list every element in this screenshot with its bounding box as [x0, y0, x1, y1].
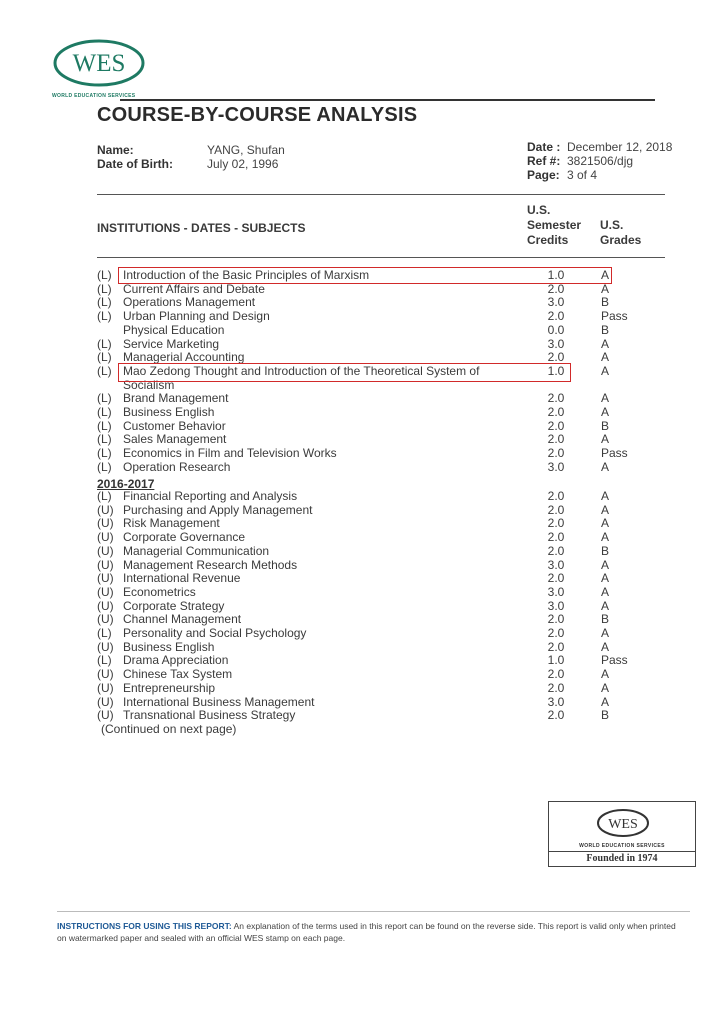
course-subject: Financial Reporting and Analysis	[123, 489, 298, 503]
columns-rule	[97, 257, 665, 258]
course-subject: Current Affairs and Debate	[123, 281, 265, 296]
course-subject: Chinese Tax System	[123, 667, 233, 682]
highlight-box	[118, 267, 612, 284]
course-credits: 1.0	[547, 363, 565, 378]
course-subject: Operations Management	[123, 295, 256, 310]
course-level: (L)	[97, 459, 112, 474]
course-level: (U)	[97, 502, 114, 517]
course-level: (U)	[97, 516, 114, 531]
course-credits: 1.0	[547, 653, 565, 668]
course-credits: 2.0	[547, 502, 565, 517]
course-level: (L)	[97, 281, 112, 296]
seal-founded: Founded in 1974	[549, 851, 695, 866]
student-name: YANG, Shufan	[207, 143, 285, 157]
course-subject: Mao Zedong Thought and Introduction of the Theoretical System of	[123, 363, 480, 378]
course-credits: 3.0	[547, 557, 565, 572]
course-credits: 0.0	[547, 322, 565, 337]
grades-header-line: Grades	[600, 233, 642, 247]
course-grade: A	[601, 571, 610, 586]
course-credits: 2.0	[547, 680, 565, 695]
course-credits: 2.0	[547, 639, 565, 654]
course-level: (U)	[97, 694, 114, 709]
course-row	[97, 489, 657, 503]
course-level: (L)	[97, 350, 112, 365]
course-credits: 2.0	[547, 667, 565, 682]
course-grade: A	[601, 336, 610, 351]
wes-logo	[53, 38, 145, 88]
course-grade: A	[601, 530, 610, 545]
course-level: (L)	[97, 295, 112, 310]
course-level: (U)	[97, 639, 114, 654]
course-level: (L)	[97, 626, 112, 640]
course-credits: 2.0	[547, 516, 565, 531]
date-label: Date :	[527, 140, 561, 154]
course-row	[97, 599, 657, 613]
credits-header-line: Credits	[527, 233, 569, 247]
course-credits: 2.0	[547, 350, 565, 365]
course-credits: 2.0	[547, 626, 565, 640]
course-row	[97, 681, 657, 695]
grades-header-line: U.S.	[600, 218, 624, 232]
course-subject: Business English	[123, 405, 215, 419]
page-number: 3 of 4	[567, 168, 598, 182]
course-subject: Channel Management	[123, 612, 242, 627]
course-grade: B	[601, 612, 610, 627]
course-level: (U)	[97, 530, 114, 545]
course-subject: Operation Research	[123, 459, 231, 474]
course-row	[97, 708, 657, 722]
header-rule	[97, 194, 665, 195]
course-credits: 3.0	[547, 598, 565, 613]
course-level: (U)	[97, 584, 114, 599]
course-row	[97, 626, 657, 640]
course-level: (L)	[97, 489, 112, 503]
course-level: (U)	[97, 612, 114, 627]
course-row	[97, 391, 657, 405]
course-credits: 2.0	[547, 571, 565, 586]
course-credits: 2.0	[547, 281, 565, 296]
course-subject: Service Marketing	[123, 336, 220, 351]
course-grade: B	[601, 543, 610, 558]
course-credits: 1.0	[547, 268, 565, 282]
course-subject: Econometrics	[123, 584, 196, 599]
course-grade: A	[601, 584, 610, 599]
report-date: December 12, 2018	[567, 140, 673, 154]
seal-subtitle: WORLD EDUCATION SERVICES	[579, 843, 665, 849]
course-grade: Pass	[601, 446, 628, 461]
course-subject: Business English	[123, 639, 215, 654]
course-grade: A	[601, 281, 610, 296]
course-grade: A	[601, 598, 610, 613]
course-level: (U)	[97, 667, 114, 682]
course-subject: International Revenue	[123, 571, 241, 586]
course-subject: Introduction of the Basic Principles of Marxism	[123, 268, 370, 282]
course-row	[97, 323, 657, 337]
course-level: (L)	[97, 336, 112, 351]
grades-column-header	[600, 218, 641, 248]
credits-header-line: Semester	[527, 218, 582, 232]
course-grade: A	[601, 459, 610, 474]
course-row	[97, 653, 657, 667]
footer-lead: INSTRUCTIONS FOR USING THIS REPORT:	[57, 921, 232, 931]
course-subject: Corporate Governance	[123, 530, 246, 545]
footer-text: An explanation of the terms used in this report can be found on the reverse side. This report is valid only when printed on watermarked paper and sealed with an official WES stamp on each page.	[57, 921, 676, 943]
course-subject: Risk Management	[123, 516, 220, 531]
course-grade: A	[601, 557, 610, 572]
course-level: (U)	[97, 680, 114, 695]
course-level: (L)	[97, 432, 112, 447]
course-subject: International Business Management	[123, 694, 315, 709]
course-level: (L)	[97, 418, 112, 433]
course-grade: A	[601, 363, 610, 378]
course-row	[97, 544, 657, 558]
page-label: Page:	[527, 168, 560, 182]
subjects-column-header: INSTITUTIONS - DATES - SUBJECTS	[97, 221, 306, 235]
course-subject: Managerial Communication	[123, 543, 270, 558]
course-row	[97, 503, 657, 517]
course-row	[97, 295, 657, 309]
course-credits: 2.0	[547, 708, 565, 723]
course-credits: 2.0	[547, 543, 565, 558]
course-subject: Corporate Strategy	[123, 598, 225, 613]
course-credits: 2.0	[547, 432, 565, 447]
course-row	[97, 571, 657, 585]
course-grade: A	[601, 405, 610, 419]
wes-seal	[548, 801, 696, 867]
course-level: (U)	[97, 598, 114, 613]
page-title: COURSE-BY-COURSE ANALYSIS	[97, 104, 418, 126]
course-level: (L)	[97, 268, 112, 282]
dob-label: Date of Birth:	[97, 157, 173, 171]
course-credits: 2.0	[547, 391, 565, 406]
course-row	[97, 419, 657, 433]
course-credits: 2.0	[547, 446, 565, 461]
course-credits: 3.0	[547, 694, 565, 709]
course-row	[97, 612, 657, 626]
course-grade: A	[601, 432, 610, 447]
credits-column-header	[527, 203, 581, 248]
course-credits: 2.0	[547, 309, 565, 324]
course-grade: A	[601, 516, 610, 531]
student-dob: July 02, 1996	[207, 157, 279, 171]
course-row	[97, 667, 657, 681]
course-subject: Personality and Social Psychology	[123, 626, 307, 640]
course-level: (L)	[97, 653, 112, 668]
course-credits: 2.0	[547, 530, 565, 545]
top-rule	[120, 99, 655, 101]
highlight-box	[118, 363, 571, 382]
course-grade: B	[601, 295, 610, 310]
course-grade: B	[601, 322, 610, 337]
course-row	[97, 337, 657, 351]
course-row	[97, 695, 657, 709]
course-row	[97, 446, 657, 460]
course-row	[97, 585, 657, 599]
course-grade: A	[601, 502, 610, 517]
course-subject: Managerial Accounting	[123, 350, 245, 365]
course-subject: Drama Appreciation	[123, 653, 229, 668]
course-credits: 3.0	[547, 336, 565, 351]
course-level: (L)	[97, 391, 112, 406]
course-credits: 2.0	[547, 405, 565, 419]
course-grade: B	[601, 708, 610, 723]
course-subject: Urban Planning and Design	[123, 309, 270, 324]
course-grade: B	[601, 418, 610, 433]
course-subject: Management Research Methods	[123, 557, 298, 572]
course-credits: 3.0	[547, 584, 565, 599]
course-credits: 2.0	[547, 418, 565, 433]
course-subject: Customer Behavior	[123, 418, 226, 433]
footer-rule	[57, 911, 690, 912]
course-credits: 3.0	[547, 459, 565, 474]
course-subject: Socialism	[123, 377, 175, 392]
course-level: (U)	[97, 543, 114, 558]
course-grade: A	[601, 391, 610, 406]
course-grade: A	[601, 350, 610, 365]
course-subject: Entrepreneurship	[123, 680, 216, 695]
logo-subtitle: WORLD EDUCATION SERVICES	[52, 93, 136, 99]
footer-instructions	[57, 920, 677, 944]
course-subject: Brand Management	[123, 391, 229, 406]
course-row	[97, 530, 657, 544]
course-grade: A	[601, 694, 610, 709]
course-row	[97, 460, 657, 474]
ref-label: Ref #:	[527, 154, 561, 168]
course-row	[97, 558, 657, 572]
course-grade: Pass	[601, 309, 628, 324]
course-grade: A	[601, 268, 610, 282]
course-row	[97, 405, 657, 419]
course-level: (U)	[97, 708, 114, 723]
course-subject: Economics in Film and Television Works	[123, 446, 337, 461]
course-subject: Physical Education	[123, 322, 225, 337]
course-subject: Sales Management	[123, 432, 227, 447]
course-row	[97, 432, 657, 446]
course-credits: 3.0	[547, 295, 565, 310]
svg-text:WES: WES	[72, 50, 126, 77]
section-heading-2016-2017: 2016-2017	[97, 477, 155, 491]
course-grade: Pass	[601, 653, 628, 668]
ref-number: 3821506/djg	[567, 154, 634, 168]
course-grade: A	[601, 639, 610, 654]
course-credits: 2.0	[547, 489, 565, 503]
course-subject: Purchasing and Apply Management	[123, 502, 313, 517]
course-grade: A	[601, 489, 610, 503]
course-subject: Transnational Business Strategy	[123, 708, 296, 723]
credits-header-line: U.S.	[527, 203, 551, 217]
course-level: (U)	[97, 557, 114, 572]
name-label: Name:	[97, 143, 134, 157]
course-credits: 2.0	[547, 612, 565, 627]
course-grade: A	[601, 626, 610, 640]
course-grade: A	[601, 680, 610, 695]
course-grade: A	[601, 667, 610, 682]
course-row	[97, 309, 657, 323]
course-level: (L)	[97, 363, 112, 378]
course-row	[97, 516, 657, 530]
course-level: (U)	[97, 571, 114, 586]
svg-text:WES: WES	[608, 817, 638, 832]
course-level: (L)	[97, 446, 112, 461]
course-row	[97, 640, 657, 654]
course-level: (L)	[97, 309, 112, 324]
continued-note: (Continued on next page)	[101, 722, 237, 736]
seal-logo	[596, 808, 650, 838]
course-level: (L)	[97, 405, 112, 419]
